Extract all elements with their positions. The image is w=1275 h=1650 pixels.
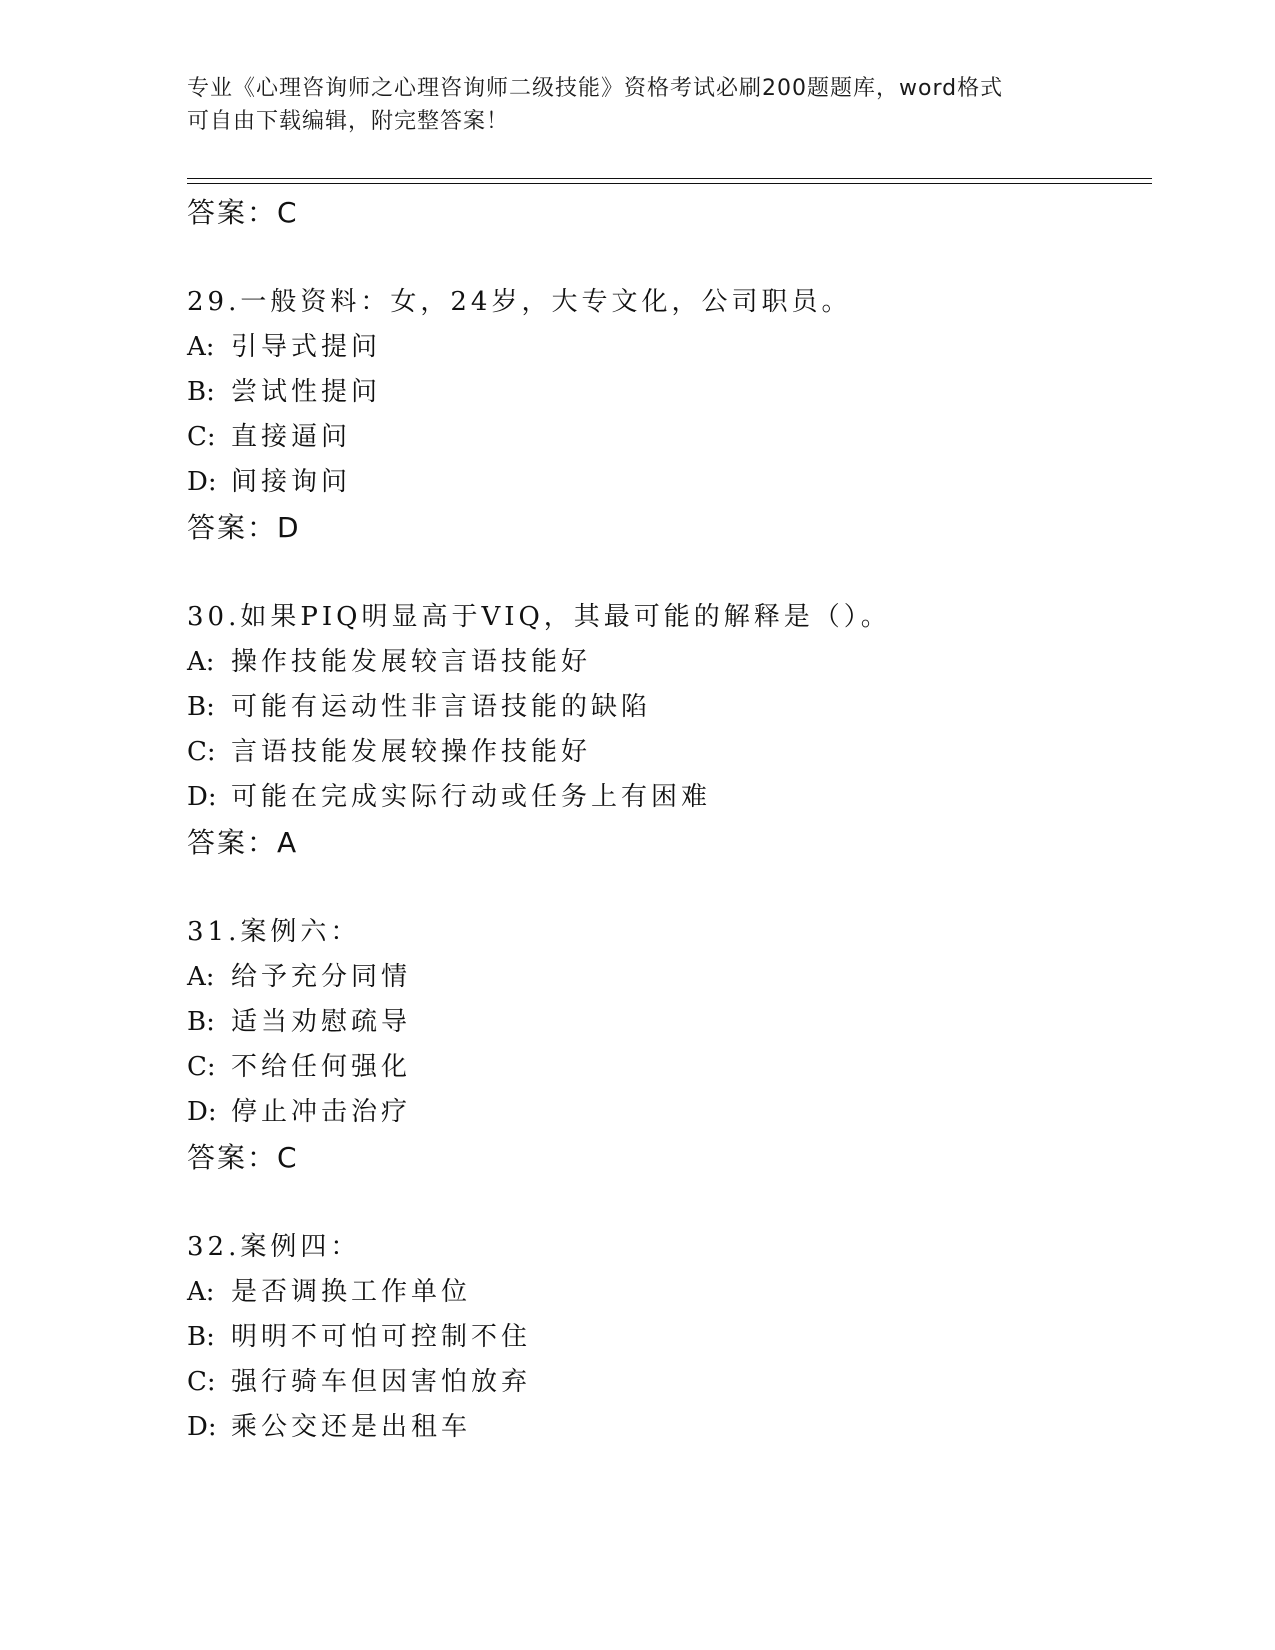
page-header [187, 72, 1067, 138]
option-letter: B: [187, 1322, 215, 1352]
question-number: 29. [187, 287, 241, 317]
option-letter: C: [187, 422, 216, 452]
header-divider-top [187, 178, 1152, 179]
option-d [187, 1090, 1147, 1135]
option-text: 尝试性提问 [231, 377, 382, 407]
option-a [187, 325, 1147, 370]
option-letter: C: [187, 737, 216, 767]
option-letter: A: [187, 1277, 215, 1307]
header-line-1: 专业《心理咨询师之心理咨询师二级技能》资格考试必刷200题题库，word格式 [187, 76, 1004, 101]
option-letter: B: [187, 377, 215, 407]
option-letter: B: [187, 692, 215, 722]
question-text: 如果PIQ明显高于VIQ，其最可能的解释是（）。 [240, 602, 891, 632]
option-b [187, 370, 1147, 415]
question-text: 案例四： [240, 1232, 361, 1262]
option-b [187, 1000, 1147, 1045]
option-text: 给予充分同情 [231, 962, 412, 992]
option-text: 停止冲击治疗 [231, 1097, 412, 1127]
answer-value: D [277, 511, 301, 544]
spacer [187, 865, 1147, 910]
answer-value: C [277, 196, 299, 229]
option-letter: C: [187, 1367, 216, 1397]
question-stem [187, 1225, 1147, 1270]
option-text: 操作技能发展较言语技能好 [231, 647, 592, 677]
question-stem [187, 910, 1147, 955]
option-text: 不给任何强化 [231, 1052, 412, 1082]
option-a [187, 640, 1147, 685]
option-c [187, 1045, 1147, 1090]
option-text: 直接逼问 [231, 422, 352, 452]
question-block [187, 910, 1147, 1180]
answer-value: A [277, 826, 299, 859]
option-letter: D: [187, 1412, 217, 1442]
option-letter: A: [187, 647, 215, 677]
question-number: 30. [187, 602, 241, 632]
option-text: 乘公交还是出租车 [231, 1412, 472, 1442]
option-text: 是否调换工作单位 [231, 1277, 472, 1307]
spacer [187, 235, 1147, 280]
answer-value: C [277, 1141, 299, 1174]
option-c [187, 415, 1147, 460]
option-text: 引导式提问 [231, 332, 382, 362]
question-block [187, 1225, 1147, 1450]
option-c [187, 730, 1147, 775]
option-a [187, 955, 1147, 1000]
question-block [187, 595, 1147, 865]
option-letter: D: [187, 467, 217, 497]
spacer [187, 1180, 1147, 1225]
answer-label: 答案： [187, 826, 278, 859]
option-b [187, 685, 1147, 730]
header-divider-bottom [187, 183, 1152, 184]
option-a [187, 1270, 1147, 1315]
option-text: 明明不可怕可控制不住 [231, 1322, 532, 1352]
answer-label: 答案： [187, 1141, 278, 1174]
option-text: 可能在完成实际行动或任务上有困难 [231, 782, 712, 812]
question-text: 案例六： [240, 917, 361, 947]
question-number: 31. [187, 917, 241, 947]
option-d [187, 1405, 1147, 1450]
option-text: 适当劝慰疏导 [231, 1007, 412, 1037]
answer-line [187, 820, 1147, 865]
answer-line [187, 505, 1147, 550]
question-stem [187, 280, 1147, 325]
option-c [187, 1360, 1147, 1405]
option-b [187, 1315, 1147, 1360]
option-letter: A: [187, 332, 215, 362]
option-d [187, 460, 1147, 505]
option-text: 可能有运动性非言语技能的缺陷 [231, 692, 652, 722]
option-d [187, 775, 1147, 820]
question-text: 一般资料：女，24岁，大专文化，公司职员。 [240, 287, 852, 317]
option-letter: D: [187, 782, 217, 812]
option-letter: C: [187, 1052, 216, 1082]
answer-line [187, 1135, 1147, 1180]
option-letter: B: [187, 1007, 215, 1037]
option-letter: D: [187, 1097, 217, 1127]
answer-label: 答案： [187, 196, 278, 229]
answer-line [187, 190, 1147, 235]
option-letter: A: [187, 962, 215, 992]
question-number: 32. [187, 1232, 241, 1262]
question-stem [187, 595, 1147, 640]
option-text: 间接询问 [231, 467, 352, 497]
answer-label: 答案： [187, 511, 278, 544]
spacer [187, 550, 1147, 595]
header-line-2: 可自由下载编辑，附完整答案！ [187, 109, 510, 134]
option-text: 言语技能发展较操作技能好 [231, 737, 592, 767]
question-block [187, 280, 1147, 550]
option-text: 强行骑车但因害怕放弃 [231, 1367, 532, 1397]
question-list [187, 190, 1147, 1450]
